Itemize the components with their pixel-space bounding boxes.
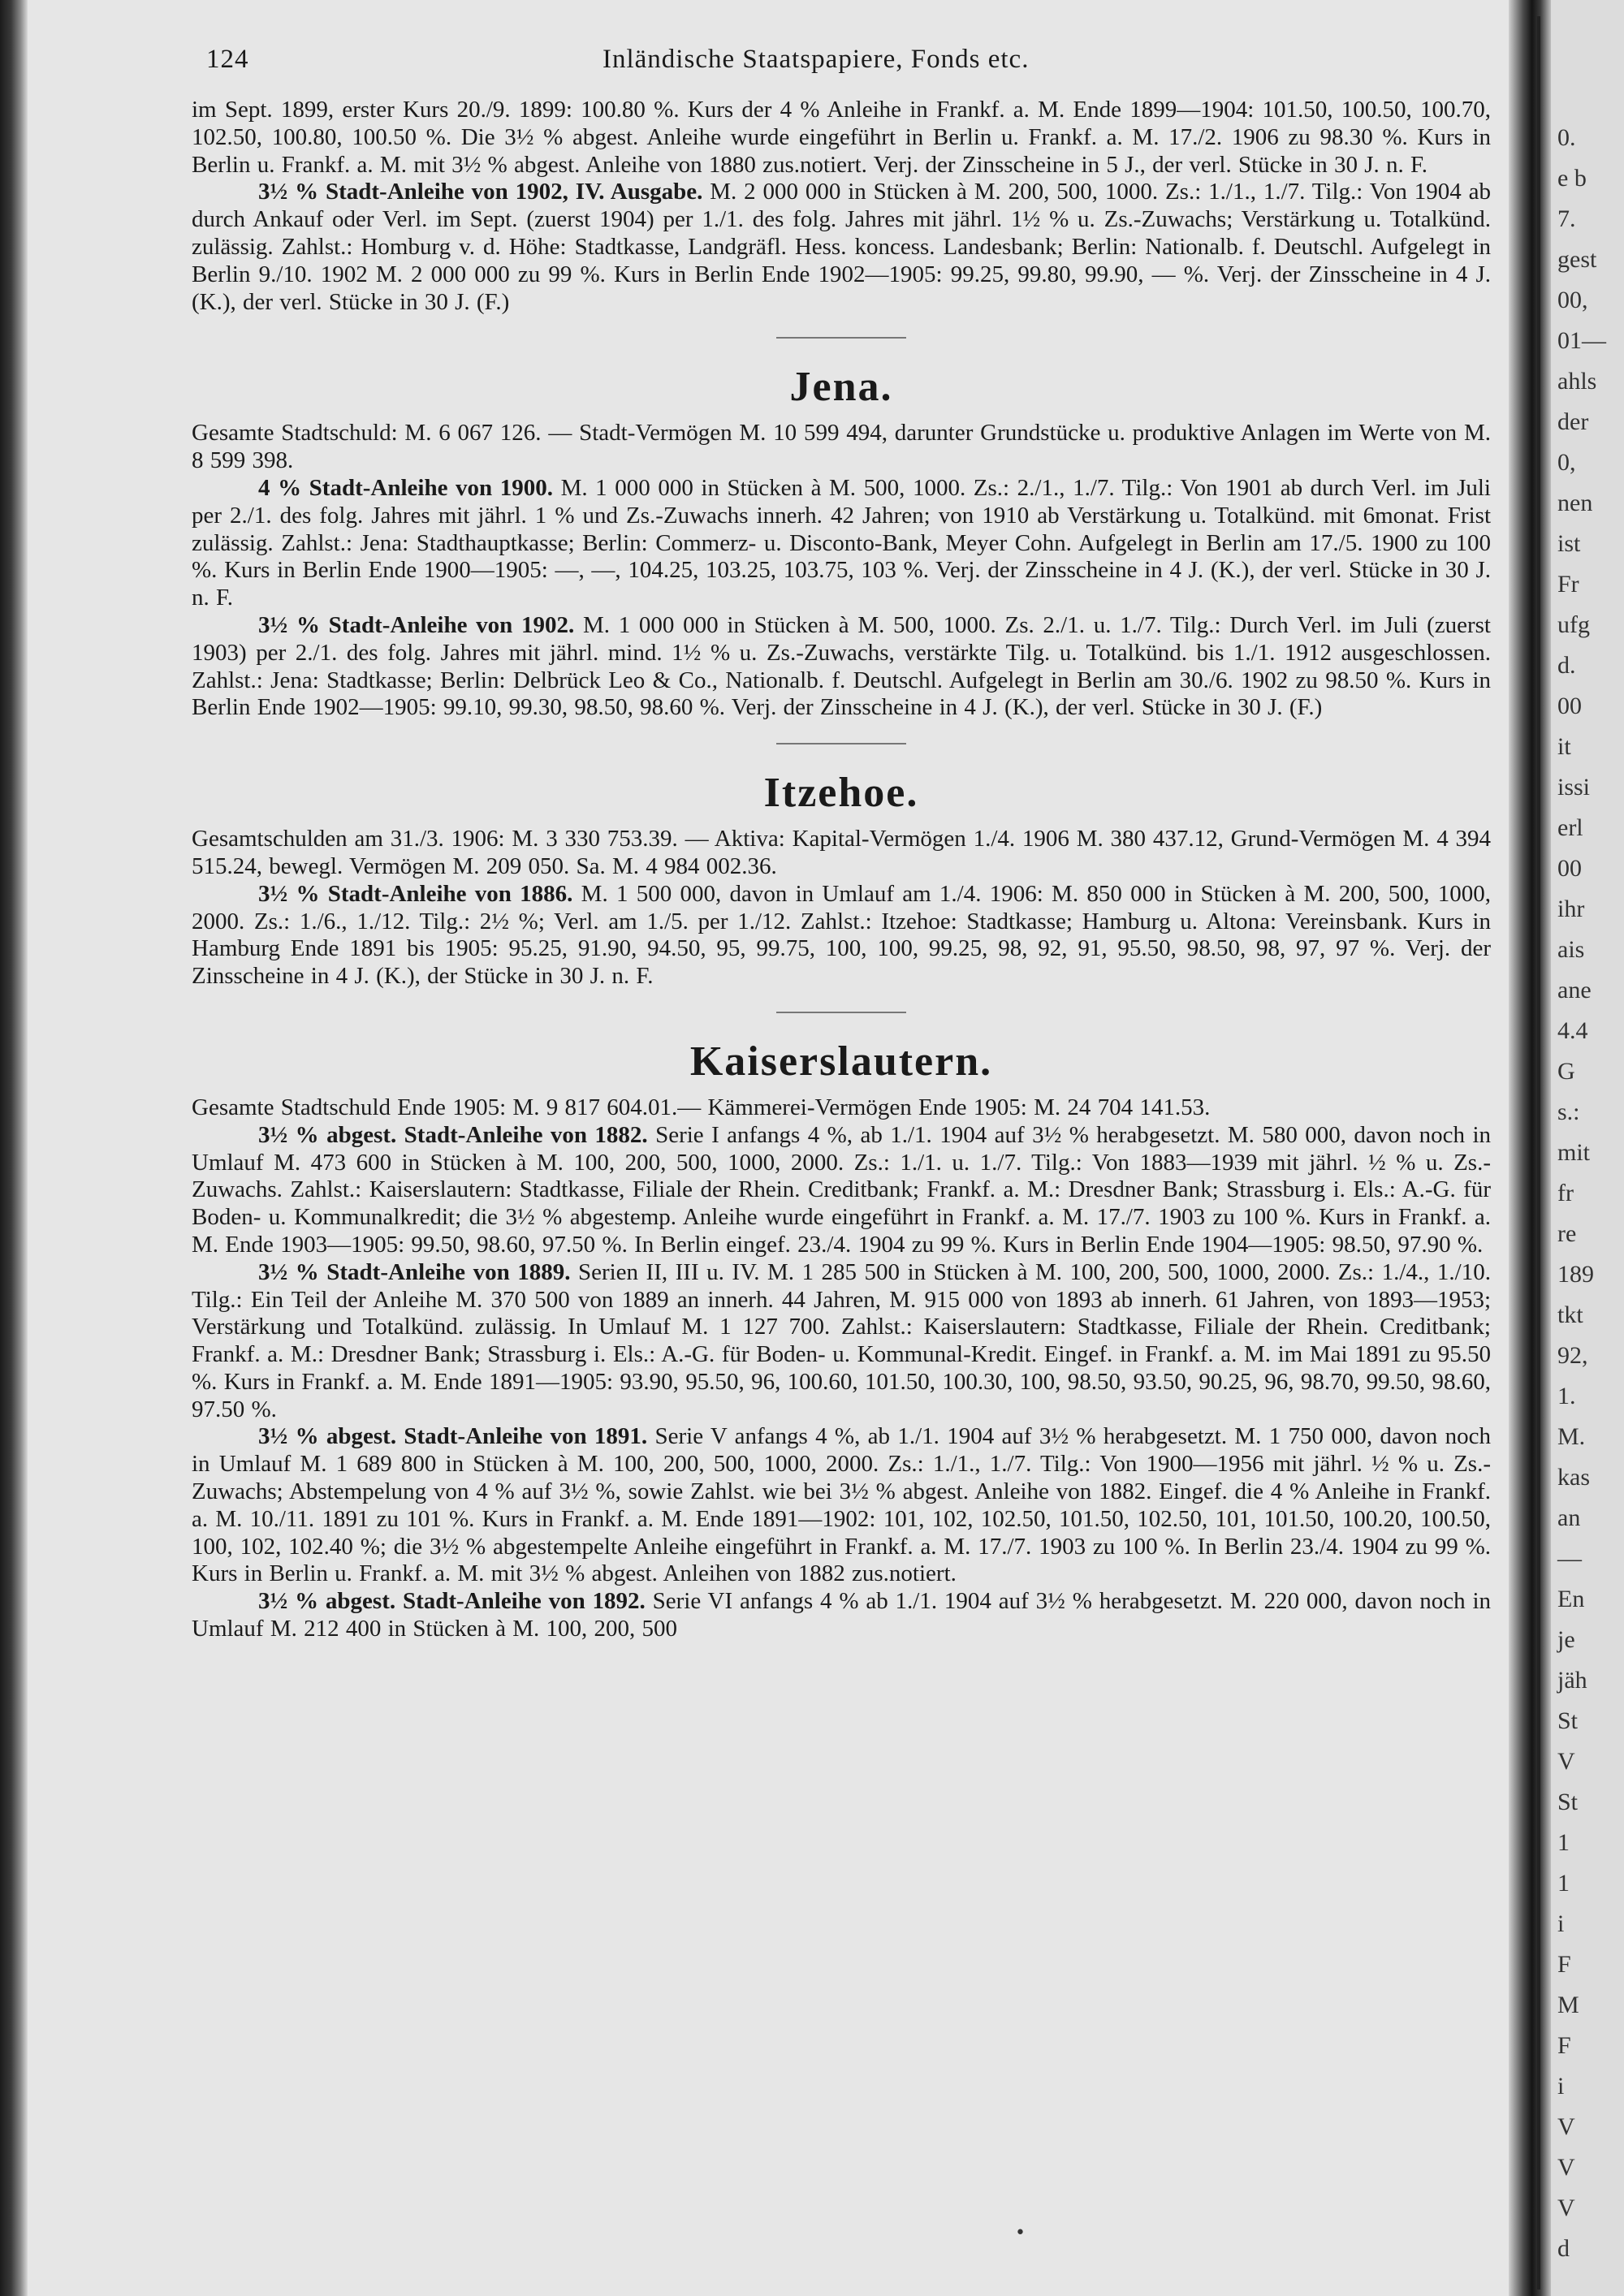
loan-title: 4 % Stadt-Anleihe von 1900. [258, 474, 553, 501]
page-number: 124 [206, 45, 249, 74]
paragraph-text: Serie I anfangs 4 %, ab 1./1. 1904 auf 3½ % herabgesetzt. M. 580 000, davon noch in Umlauf M. 473 600 in Stücken à M. 100, 200, 500, 1000, 2000. Zs.: 1./1. u. 1./7. Tilg.: Von 1883—1939 mit jährl. ½ % u. Zs.-Zuwachs. Zahlst.: Kaiserslautern: Stadtkasse, Filiale der Rhein. Creditbank; Frankf. a. M.: Dresdner Bank; Strassburg i. Els.: A.-G. für Boden- u. Kommunalkredit; die 3½ % abgestemp. Anleihe wurde eingeführt in Frankf. a. M. 17./7. 1903 zu 100 %. Kurs in Frankf. a. M. Ende 1903—1905: 99.50, 98.60, 97.50 %. In Berlin eingef. 23./4. 1904 zu 99 %. Kurs in Berlin Ende 1904—1905: 98.50, 97.90 %. [192, 1121, 1492, 1258]
facing-page-text-fragment: ist [1557, 530, 1581, 557]
facing-page-text-fragment: i [1557, 2073, 1565, 2100]
facing-page-text-fragment: 00, [1557, 287, 1588, 313]
facing-page-text-fragment: d [1557, 2235, 1570, 2262]
facing-page-text-fragment: En [1557, 1586, 1585, 1612]
paragraph-text: M. 2 000 000 in Stücken à M. 200, 500, 1000. Zs.: 1./1., 1./7. Tilg.: Von 1904 ab durch Ankauf oder Verl. im Sept. (zuerst 1904) per 1./1. des folg. Jahres mit jährl. 1½ % u. Zs.-Zuwachs; Verstärkung u. Totalkünd. zulässig. Zahlst.: Homburg v. d. Höhe: Stadtkasse, Landgräfl. Hess. koncess. Landesbank; Berlin: Nationalb. f. Deutschl. Aufgelegt in Berlin 9./10. 1902 M. 2 000 000 zu 99 %. Kurs in Berlin Ende 1902—1905: 99.25, 99.80, 99.90, — %. Verj. der Zinsscheine in 4 J. (K.), der verl. Stücke in 30 J. (F.) [192, 179, 1491, 315]
text-paragraph [192, 1588, 1491, 1643]
facing-page-text-fragment: 1. [1557, 1383, 1576, 1409]
facing-page-text-fragment: 00 [1557, 693, 1582, 719]
gutter-rule [1537, 16, 1540, 2290]
text-paragraph [192, 97, 1491, 179]
text-paragraph [192, 1094, 1491, 1122]
facing-page-text-fragment: nen [1557, 490, 1593, 516]
section-heading: Jena. [789, 364, 893, 411]
facing-page-text-fragment: G [1557, 1058, 1575, 1085]
facing-page-text-fragment: St [1557, 1789, 1579, 1815]
facing-page-text-fragment: ihr [1557, 896, 1585, 922]
loan-title: 3½ % abgest. Stadt-Anleihe von 1882. [258, 1121, 648, 1148]
facing-page-text-fragment: ais [1557, 936, 1585, 963]
loan-title: 3½ % Stadt-Anleihe von 1886. [258, 880, 573, 907]
paragraph-text: Serie V anfangs 4 %, ab 1./1. 1904 auf 3½ % herabgesetzt. M. 1 750 000, davon noch in Umlauf M. 1 689 800 in Stücken à M. 100, 200, 500, 1000, 2000. Zs.: 1./1., 1./7. Tilg.: Von 1900—1956 mit jährl. ½ % u. Zs.-Zuwachs; Abstempelung von 4 % auf 3½ %, sowie Zahlst. wie bei 3½ % abgest. Anleihe von 1882. Eingef. die 4 % Anleihe in Frankf. a. M. 10./11. 1891 zu 101 %. Kurs in Frankf. a. M. Ende 1891—1902: 101, 102, 102.50, 101.50, 102.50, 101, 101.50, 100.20, 100.50, 100, 102, 102.40 %; die 3½ % abgestempelte Anleihe eingeführt in Frankf. a. M. 17./7. 1903 zu 100 %. In Berlin 23./4. 1904 zu 99 %. Kurs in Berlin u. Frankf. a. M. mit 3½ % abgest. Anleihen von 1882 zus.notiert. [192, 1423, 1491, 1587]
text-paragraph [192, 612, 1491, 722]
paragraph-text: M. 1 000 000 in Stücken à M. 500, 1000. Zs. 2./1. u. 1./7. Tilg.: Durch Verl. im Juli (zuerst 1903) per 2./1. des folg. Jahres mit jährl. mind. 1½ % u. Zs.-Zuwachs, verstärkte Tilg. u. Totalkünd. bis 1./1. 1912 ausgeschlossen. Zahlst.: Jena: Stadtkasse; Berlin: Delbrück Leo & Co., Nationalb. f. Deutschl. Aufgelegt in Berlin am 30./6. 1902 zu 98.50 %. Kurs in Berlin Ende 1902—1905: 99.10, 99.30, 98.50, 98.60 %. Verj. der Zinsscheine in 4 J. (K.), der verl. Stücke in 30 J. (F.) [192, 611, 1491, 721]
facing-page-text-fragment: ufg [1557, 611, 1590, 638]
facing-page-text-fragment: — [1557, 1545, 1582, 1572]
facing-page-text-fragment: 1 [1557, 1829, 1570, 1856]
text-paragraph [192, 826, 1491, 881]
section-divider [776, 337, 906, 339]
paragraph-text: Gesamte Stadtschuld Ende 1905: M. 9 817 604.01.— Kämmerei-Vermögen Ende 1905: M. 24 704 141.53. [192, 1094, 1211, 1120]
facing-page-text-fragment: s.: [1557, 1098, 1580, 1125]
paragraph-text: im Sept. 1899, erster Kurs 20./9. 1899: 100.80 %. Kurs der 4 % Anleihe in Frankf. a. M. Ende 1899—1904: 101.50, 100.50, 100.70, 102.50, 100.80, 100.50 %. Die 3½ % abgest. Anleihe wurde eingeführt in Berlin u. Frankf. a. M. 17./2. 1906 zu 98.30 %. Kurs in Berlin u. Frankf. a. M. mit 3½ % abgest. Anleihe von 1880 zus.notiert. Verj. der Zinsscheine in 5 J., der verl. Stücke in 30 J. n. F. [192, 97, 1491, 178]
loan-title: 3½ % Stadt-Anleihe von 1902, IV. Ausgabe. [258, 179, 703, 205]
facing-page-text-fragment: 4.4 [1557, 1017, 1588, 1044]
facing-page-text-fragment: je [1557, 1626, 1575, 1653]
facing-page-text-fragment: erl [1557, 814, 1583, 841]
book-gutter [1509, 0, 1551, 2296]
facing-page-text-fragment: d. [1557, 652, 1576, 679]
facing-page-text-fragment: gest [1557, 246, 1597, 273]
paragraph-text: M. 1 500 000, davon in Umlauf am 1./4. 1906: M. 850 000 in Stücken à M. 200, 500, 1000, 2000. Zs.: 1./6., 1./12. Tilg.: 2½ %; Verl. am 1./5. per 1./12. Zahlst.: Itzehoe: Stadtkasse; Hamburg u. Altona: Vereinsbank. Kurs in Hamburg Ende 1891 bis 1905: 95.25, 91.90, 94.50, 95, 99.75, 100, 100, 99.25, 98, 92, 91, 95.50, 98.50, 98, 97, 97 %. Verj. der Zinsscheine in 4 J. (K.), der Stücke in 30 J. n. F. [192, 880, 1491, 990]
text-paragraph [192, 179, 1491, 316]
text-paragraph [192, 1122, 1491, 1259]
facing-page-text-fragment: M [1557, 1992, 1579, 2018]
facing-page-text-fragment: 92, [1557, 1342, 1588, 1369]
section-heading: Itzehoe. [763, 770, 919, 817]
facing-page-text-fragment: V [1557, 2154, 1575, 2181]
facing-page-text-fragment: e b [1557, 165, 1587, 192]
text-paragraph [192, 475, 1491, 612]
facing-page-text-fragment: V [1557, 2195, 1575, 2221]
loan-title: 3½ % Stadt-Anleihe von 1902. [258, 611, 575, 638]
facing-page-text-fragment: i [1557, 1910, 1565, 1937]
facing-page-text-fragment: jäh [1557, 1667, 1587, 1694]
stray-mark: • [1015, 2223, 1026, 2243]
facing-page-text-fragment: tkt [1557, 1301, 1583, 1328]
loan-title: 3½ % Stadt-Anleihe von 1889. [258, 1258, 571, 1285]
facing-page-text-fragment: it [1557, 733, 1571, 760]
text-paragraph [192, 420, 1491, 475]
facing-page-text-fragment: Fr [1557, 571, 1579, 598]
paragraph-text: Gesamte Stadtschuld: M. 6 067 126. — Stadt-Vermögen M. 10 599 494, darunter Grundstücke u. produktive Anlagen im Werte von M. 8 599 398. [192, 420, 1491, 474]
facing-page-text-fragment: 1 [1557, 1870, 1570, 1897]
facing-page-text-fragment: V [1557, 1748, 1575, 1775]
facing-page-text-fragment: kas [1557, 1464, 1590, 1491]
facing-page-text-fragment: mit [1557, 1139, 1591, 1166]
section-divider [776, 1012, 906, 1013]
facing-page-text-fragment: issi [1557, 774, 1591, 801]
facing-page-text-fragment: der [1557, 408, 1589, 435]
facing-page-text-fragment: 0. [1557, 124, 1576, 151]
paragraph-text: Serie VI anfangs 4 % ab 1./1. 1904 auf 3½ % herabgesetzt. M. 220 000, davon noch in Umlauf M. 212 400 in Stücken à M. 100, 200, 500 [192, 1588, 1491, 1642]
running-head [192, 45, 1491, 97]
page-content [192, 45, 1491, 1643]
page-left-edge-shadow [0, 0, 28, 2296]
paragraph-text: M. 1 000 000 in Stücken à M. 500, 1000. Zs.: 2./1., 1./7. Tilg.: Von 1901 ab durch Verl. im Juli per 2./1. des folg. Jahres mit jährl. 1 % und Zs.-Zuwachs innerh. 42 Jahren; von 1910 ab Verstärkung u. Totalkünd. mit 6monat. Frist zulässig. Zahlst.: Jena: Stadthauptkasse; Berlin: Commerz- u. Disconto-Bank, Meyer Cohn. Aufgelegt in Berlin am 17./5. 1900 zu 100 %. Kurs in Berlin Ende 1900—1905: —, —, 104.25, 103.25, 103.75, 103 %. Verj. der Zinsscheine in 4 J. (K.), der verl. Stücke in 30 J. n. F. [192, 474, 1491, 611]
facing-page-text-fragment: 00 [1557, 855, 1582, 882]
facing-page-text-fragment: 7. [1557, 205, 1576, 232]
facing-page-text-fragment: an [1557, 1504, 1581, 1531]
facing-page-fragment [1551, 0, 1624, 2296]
facing-page-text-fragment: re [1557, 1220, 1577, 1247]
facing-page-text-fragment: M. [1557, 1423, 1586, 1450]
section-heading: Kaiserslautern. [689, 1038, 993, 1085]
facing-page-text-fragment: St [1557, 1707, 1579, 1734]
text-paragraph [192, 1259, 1491, 1424]
facing-page-text-fragment: fr [1557, 1180, 1574, 1206]
loan-title: 3½ % abgest. Stadt-Anleihe von 1892. [258, 1588, 646, 1615]
facing-page-text-fragment: ane [1557, 977, 1592, 1003]
paragraph-text: Gesamtschulden am 31./3. 1906: M. 3 330 753.39. — Aktiva: Kapital-Vermögen 1./4. 1906 M. 380 437.12, Grund-Vermögen M. 4 394 515.24, bewegl. Vermögen M. 209 050. Sa. M. 4 984 002.36. [192, 826, 1491, 879]
body-text [192, 97, 1491, 1643]
facing-page-text-fragment: V [1557, 2113, 1575, 2140]
text-paragraph [192, 881, 1491, 990]
section-divider [776, 743, 906, 744]
loan-title: 3½ % abgest. Stadt-Anleihe von 1891. [258, 1423, 648, 1450]
facing-page-text-fragment: F [1557, 2032, 1571, 2059]
facing-page-text-fragment: 01— [1557, 327, 1606, 354]
text-paragraph [192, 1423, 1491, 1588]
paragraph-text: Serien II, III u. IV. M. 1 285 500 in Stücken à M. 100, 200, 500, 1000, 2000. Zs.: 1./4., 1./10. Tilg.: Ein Teil der Anleihe M. 370 500 von 1889 an innerh. 44 Jahren, M. 915 000 von 1893 ab innerh. 61 Jahren, von 1893—1953; Verstärkung und Totalkünd. zulässig. In Umlauf M. 1 127 700. Zahlst.: Kaiserslautern: Stadtkasse, Filiale der Rhein. Creditbank; Frankf. a. M.: Dresdner Bank; Strassburg i. Els.: A.-G. für Boden- u. Kommunal-Kredit. Eingef. in Frankf. a. M. im Mai 1891 zu 95.50 %. Kurs in Frankf. a. M. Ende 1891—1905: 93.90, 95.50, 96, 100.60, 101.50, 100.30, 100, 98.50, 93.50, 90.25, 96, 98.70, 99.50, 98.60, 97.50 %. [192, 1258, 1491, 1422]
facing-page-text-fragment: F [1557, 1951, 1571, 1978]
facing-page-text-fragment: 0, [1557, 449, 1576, 476]
facing-page-text-fragment: ahls [1557, 368, 1597, 395]
running-head-title: Inländische Staatspapiere, Fonds etc. [603, 45, 1030, 74]
facing-page-text-fragment: 189 [1557, 1261, 1594, 1288]
